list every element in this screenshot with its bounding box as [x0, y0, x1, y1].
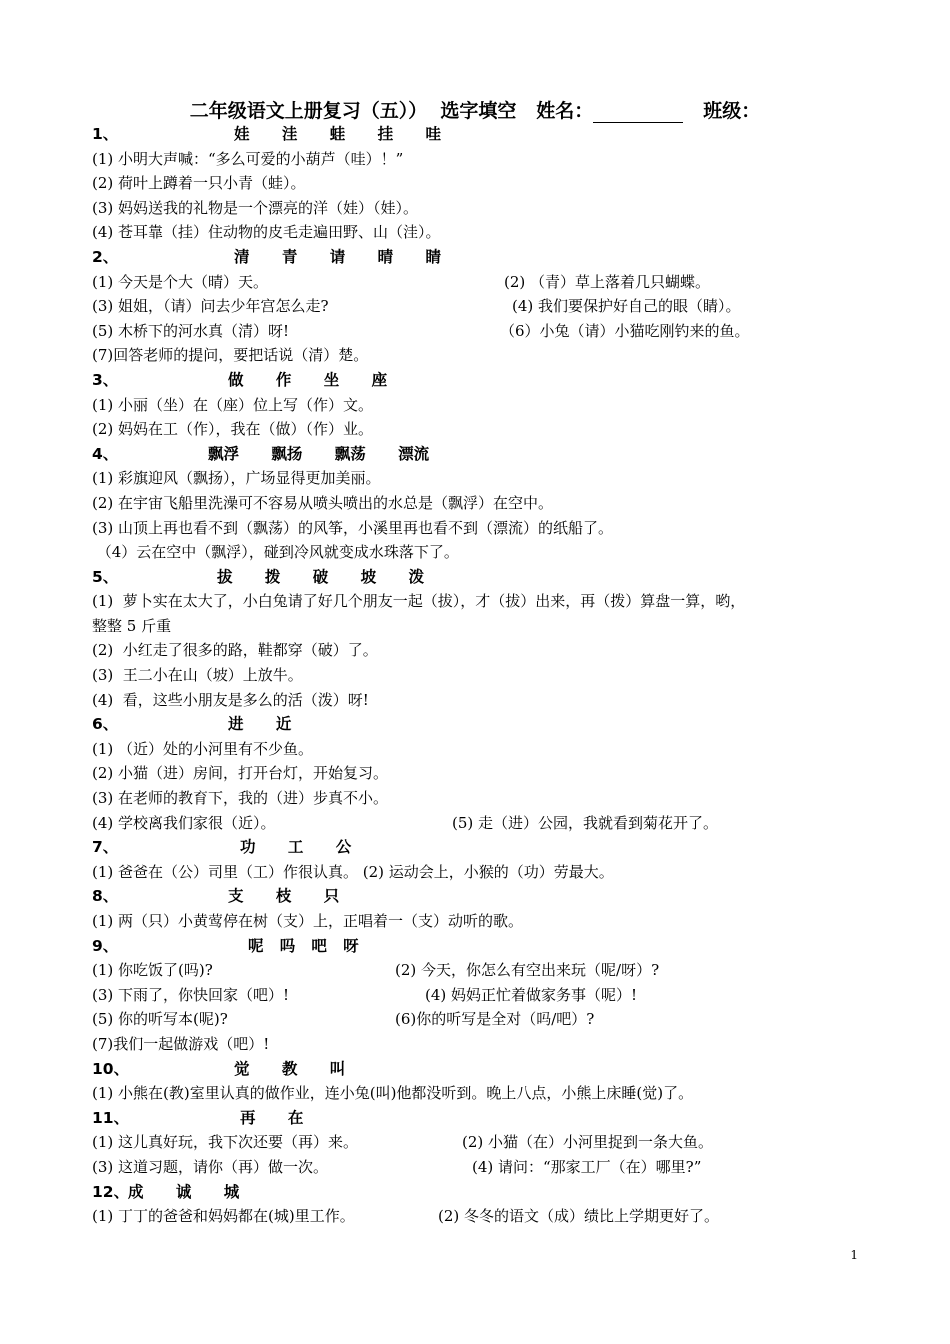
exercise-line [92, 171, 872, 196]
section-header [92, 1106, 872, 1131]
exercise-sentence: (4) 看，这些小朋友是多么的活（泼）呀! [92, 690, 369, 709]
exercise-line [92, 1007, 872, 1032]
section-number: 12、 [92, 1182, 130, 1201]
section-characters: 支 枝 只 [228, 887, 340, 906]
exercise-sentence: (1) （近）处的小河里有不少鱼。 [92, 739, 314, 758]
section-header [92, 835, 872, 860]
exercise-sentence: (7)回答老师的提问，要把话说（清）楚。 [92, 346, 369, 365]
exercise-sentence: (5) 你的听写本(呢)? [92, 1010, 228, 1029]
exercise-sentence: （4）云在空中（飘浮），碰到冷风就变成水珠落下了。 [92, 543, 459, 562]
section-header [92, 368, 872, 393]
exercise-sentence: (3) 妈妈送我的礼物是一个漂亮的洋（娃）（娃）。 [92, 198, 419, 217]
exercise-sentence: （6）小兔（请）小猫吃刚钓来的鱼。 [500, 321, 750, 340]
exercise-line [92, 1130, 872, 1155]
exercise-sentence: (2) 小猫（在）小河里捉到一条大鱼。 [462, 1133, 714, 1152]
page-title [0, 96, 950, 123]
section-characters: 觉 教 叫 [234, 1059, 346, 1078]
section-characters: 再 在 [240, 1108, 304, 1127]
exercise-sentence: (5) 走（进）公园，我就看到菊花开了。 [452, 813, 719, 832]
exercise-line [92, 761, 872, 786]
section-header [92, 1057, 872, 1082]
exercise-sentence: (1) 今天是个大（晴）天。 [92, 272, 269, 291]
exercise-sentence: (4) 苍耳靠（挂）住动物的皮毛走遍田野、山（洼）。 [92, 223, 441, 242]
exercise-line [92, 1155, 872, 1180]
exercise-sentence: (3) 山顶上再也看不到（飘荡）的风筝，小溪里再也看不到（漂流）的纸船了。 [92, 518, 614, 537]
exercise-sentence: (2) （青）草上落着几只蝴蝶。 [504, 272, 711, 291]
exercise-sentence: (5) 木桥下的河水真（清）呀! [92, 321, 290, 340]
exercise-sentence: (1) 两（只）小黄莺停在树（支）上，正唱着一（支）动听的歌。 [92, 912, 524, 930]
exercise-sentence: (2) 今天，你怎么有空出来玩（呢/呀）? [395, 961, 660, 980]
exercise-line [92, 860, 872, 885]
exercise-sentence: (1) 小熊在(教)室里认真的做作业，连小兔(叫)他都没听到。晚上八点，小熊上床睡(觉)了。 [92, 1084, 694, 1103]
exercise-sentence: (2) 妈妈在工（作），我在（做）（作）业。 [92, 420, 374, 439]
section-number: 9、 [92, 936, 119, 955]
exercise-sentence: (2) 在宇宙飞船里洗澡可不容易从喷头喷出的水总是（飘浮）在空中。 [92, 493, 554, 512]
exercise-line [92, 638, 872, 663]
exercise-sentence: (2) 冬冬的语文（成）绩比上学期更好了。 [438, 1207, 720, 1226]
section-characters: 清 青 请 晴 睛 [234, 247, 442, 266]
exercise-line [92, 737, 872, 762]
section-characters: 功 工 公 [240, 838, 352, 857]
exercise-sentence: (2) 小猫（进）房间，打开台灯，开始复习。 [92, 764, 389, 783]
section-characters: 拔 拨 破 坡 泼 [217, 567, 425, 586]
exercise-line [92, 614, 872, 639]
exercise-line [92, 466, 872, 491]
exercise-line [92, 294, 872, 319]
exercise-line [92, 811, 872, 836]
exercise-sentence: (6)你的听写是全对（吗/吧）? [395, 1010, 595, 1029]
exercise-sentence: (1) 小明大声喊：“多么可爱的小葫芦（哇）！” [92, 149, 404, 168]
exercise-line [92, 663, 872, 688]
exercise-sentence: (2) 小红走了很多的路，鞋都穿（破）了。 [92, 641, 378, 660]
exercise-sentence: (3) 下雨了，你快回家（吧）! [92, 985, 290, 1004]
section-number: 6、 [92, 715, 119, 734]
class-label: 班级： [703, 100, 761, 122]
section-header [92, 884, 872, 909]
exercise-line [92, 589, 872, 614]
exercise-sentence: (4) 学校离我们家很（近）。 [92, 813, 276, 832]
exercise-line [92, 270, 872, 295]
section-characters: 做 作 坐 座 [228, 370, 388, 389]
section-header [92, 565, 872, 590]
exercise-line [92, 786, 872, 811]
exercise-line [92, 1081, 872, 1106]
page-number: 1 [850, 1248, 858, 1262]
section-characters: 成 诚 城 [128, 1182, 240, 1201]
exercise-sentence: (1) 这儿真好玩，我下次还要（再）来。 [92, 1133, 359, 1152]
exercise-line [92, 688, 872, 713]
section-number: 8、 [92, 887, 119, 906]
name-blank [593, 104, 683, 123]
exercise-sentence: (1) 丁丁的爸爸和妈妈都在(城)里工作。 [92, 1207, 355, 1226]
exercise-line [92, 417, 872, 442]
exercise-sentence: (4) 请问：“那家工厂（在）哪里?” [472, 1157, 702, 1176]
section-characters: 呢 吗 吧 呀 [248, 936, 359, 955]
section-header [92, 122, 872, 147]
exercise-sentence: (3) 姐姐，（请）问去少年宫怎么走? [92, 297, 329, 316]
exercise-sentence: (4) 我们要保护好自己的眼（睛）。 [512, 297, 741, 316]
exercise-sentence: (2) 荷叶上蹲着一只小青（蛙）。 [92, 174, 306, 193]
exercise-sentence: (3) 这道习题，请你（再）做一次。 [92, 1157, 329, 1176]
section-header [92, 245, 872, 270]
section-number: 10、 [92, 1059, 130, 1078]
exercise-line [92, 491, 872, 516]
exercise-line [92, 1204, 872, 1229]
exercise-sentence: (7)我们一起做游戏（吧）! [92, 1034, 270, 1053]
exercise-sentence: (4) 妈妈正忙着做家务事（呢）! [425, 985, 638, 1004]
section-number: 5、 [92, 567, 119, 586]
exercise-sentence: (1) 小丽（坐）在（座）位上写（作）文。 [92, 395, 374, 414]
section-header [92, 1180, 872, 1205]
section-number: 1、 [92, 125, 119, 143]
title-main: 二年级语文上册复习（五）） 选字填空 姓名： [189, 100, 594, 122]
section-header [92, 934, 872, 959]
section-number: 11、 [92, 1108, 130, 1127]
exercise-line [92, 147, 872, 172]
exercise-line [92, 540, 872, 565]
section-header [92, 442, 872, 467]
section-number: 4、 [92, 444, 119, 463]
exercise-line [92, 196, 872, 221]
section-characters: 进 近 [228, 715, 292, 734]
exercise-sentence: (1) 萝卜实在太大了，小白兔请了好几个朋友一起（拔），才（拔）出来，再（拨）算盘一算，哟， [92, 592, 746, 611]
section-header [92, 712, 872, 737]
exercise-sentence: (1) 爸爸在（公）司里（工）作很认真。 (2) 运动会上，小猴的（功）劳最大。 [92, 862, 614, 881]
section-characters: 飘浮 飘扬 飘荡 漂流 [208, 444, 430, 463]
exercise-line [92, 343, 872, 368]
exercise-line [92, 319, 872, 344]
exercise-line [92, 909, 872, 934]
exercise-line [92, 393, 872, 418]
exercise-line [92, 958, 872, 983]
exercise-content [92, 122, 872, 1229]
section-number: 7、 [92, 838, 119, 857]
exercise-line [92, 220, 872, 245]
exercise-sentence: (3) 王二小在山（坡）上放牛。 [92, 666, 303, 685]
section-number: 2、 [92, 247, 119, 266]
exercise-sentence: (1) 你吃饭了(吗)? [92, 961, 213, 980]
exercise-sentence: (1) 彩旗迎风（飘扬），广场显得更加美丽。 [92, 469, 381, 488]
exercise-line [92, 983, 872, 1008]
section-characters: 娃 洼 蛙 挂 哇 [234, 125, 442, 143]
exercise-line [92, 1032, 872, 1057]
exercise-sentence: 整整 5 斤重 [92, 616, 172, 635]
section-number: 3、 [92, 370, 119, 389]
exercise-sentence: (3) 在老师的教育下，我的（进）步真不小。 [92, 789, 389, 808]
exercise-line [92, 516, 872, 541]
